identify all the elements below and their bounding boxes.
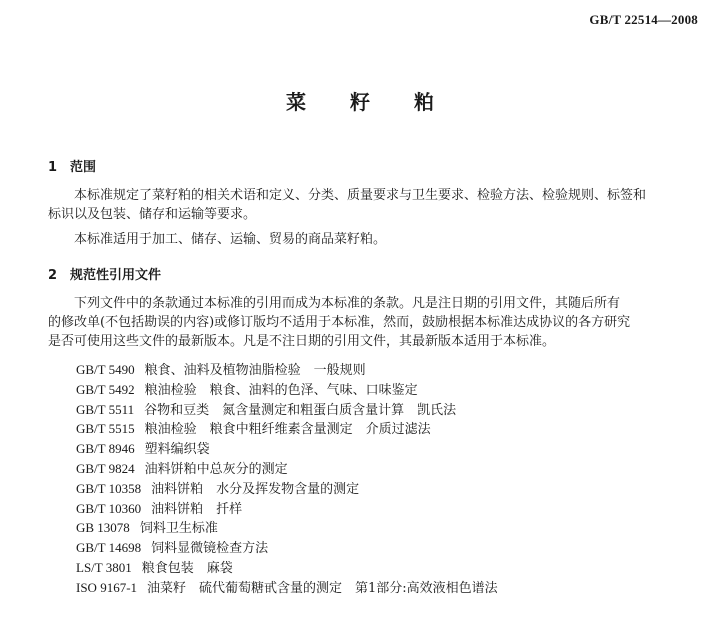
reference-item xyxy=(76,439,498,459)
paragraph-line: 的修改单(不包括勘误的内容)或修订版均不适用于本标准，然而，鼓励根据本标准达成协议的各方研究 xyxy=(48,315,631,330)
reference-item xyxy=(76,459,498,479)
reference-item xyxy=(76,479,498,499)
reference-item xyxy=(76,380,498,400)
reference-code: GB/T 10360 xyxy=(76,500,142,516)
normative-references-list xyxy=(76,360,498,598)
reference-title: 油料饼粕中总灰分的测定 xyxy=(144,461,288,477)
section-title: 范围 xyxy=(70,160,97,175)
reference-code: GB/T 8946 xyxy=(76,441,135,457)
reference-title: 饲料显微镜检查方法 xyxy=(151,541,269,557)
reference-item xyxy=(76,538,498,558)
reference-item xyxy=(76,558,498,578)
reference-title: 油料饼粕 扦样 xyxy=(151,501,243,517)
section-1-paragraph-1 xyxy=(48,186,692,224)
reference-code: GB/T 5511 xyxy=(76,401,135,417)
reference-title: 油菜籽 硫代葡萄糖甙含量的测定 第1部分:高效液相色谱法 xyxy=(147,580,498,596)
section-title: 规范性引用文件 xyxy=(70,268,162,283)
reference-code: GB/T 5515 xyxy=(76,421,135,437)
standard-code: GB/T 22514—2008 xyxy=(589,12,698,27)
paragraph-line: 下列文件中的条款通过本标准的引用而成为本标准的条款。凡是注日期的引用文件，其随后所有 xyxy=(74,296,621,311)
reference-code: GB/T 9824 xyxy=(76,460,135,476)
section-2-paragraph-1 xyxy=(48,294,692,351)
reference-item xyxy=(76,400,498,420)
document-title: 菜籽粕 xyxy=(286,90,478,114)
reference-code: GB/T 14698 xyxy=(76,540,142,556)
reference-title: 粮食包装 麻袋 xyxy=(141,560,233,576)
reference-code: ISO 9167-1 xyxy=(76,579,138,595)
reference-code: GB/T 5492 xyxy=(76,381,135,397)
section-1-paragraph-2 xyxy=(48,230,692,249)
reference-title: 饲料卫生标准 xyxy=(139,521,218,537)
reference-title: 塑料编织袋 xyxy=(144,442,210,458)
reference-title: 粮油检验 粮食中粗纤维素含量测定 介质过滤法 xyxy=(144,422,431,438)
paragraph-line: 是否可使用这些文件的最新版本。凡是不注日期的引用文件，其最新版本适用于本标准。 xyxy=(48,334,556,349)
section-1-heading xyxy=(48,156,96,175)
paragraph-line: 标识以及包装、储存和运输等要求。 xyxy=(48,207,257,222)
reference-item xyxy=(76,518,498,538)
reference-item xyxy=(76,499,498,519)
paragraph-line: 本标准适用于加工、储存、运输、贸易的商品菜籽粕。 xyxy=(74,232,387,247)
reference-title: 油料饼粕 水分及挥发物含量的测定 xyxy=(151,481,360,497)
reference-item xyxy=(76,578,498,598)
section-2-heading xyxy=(48,264,161,283)
reference-code: GB/T 10358 xyxy=(76,480,142,496)
reference-title: 粮油检验 粮食、油料的色泽、气味、口味鉴定 xyxy=(144,382,418,398)
paragraph-line: 本标准规定了菜籽粕的相关术语和定义、分类、质量要求与卫生要求、检验方法、检验规则、标签和 xyxy=(74,188,647,203)
reference-title: 粮食、油料及植物油脂检验 一般规则 xyxy=(144,363,366,378)
reference-item xyxy=(76,419,498,439)
reference-code: GB 13078 xyxy=(76,520,130,536)
section-number: 1 xyxy=(48,160,58,175)
reference-title: 谷物和豆类 氮含量测定和粗蛋白质含量计算 凯氏法 xyxy=(144,402,457,418)
reference-code: LS/T 3801 xyxy=(76,559,132,575)
reference-item xyxy=(76,360,498,380)
section-number: 2 xyxy=(48,268,58,283)
reference-code: GB/T 5490 xyxy=(76,362,135,377)
